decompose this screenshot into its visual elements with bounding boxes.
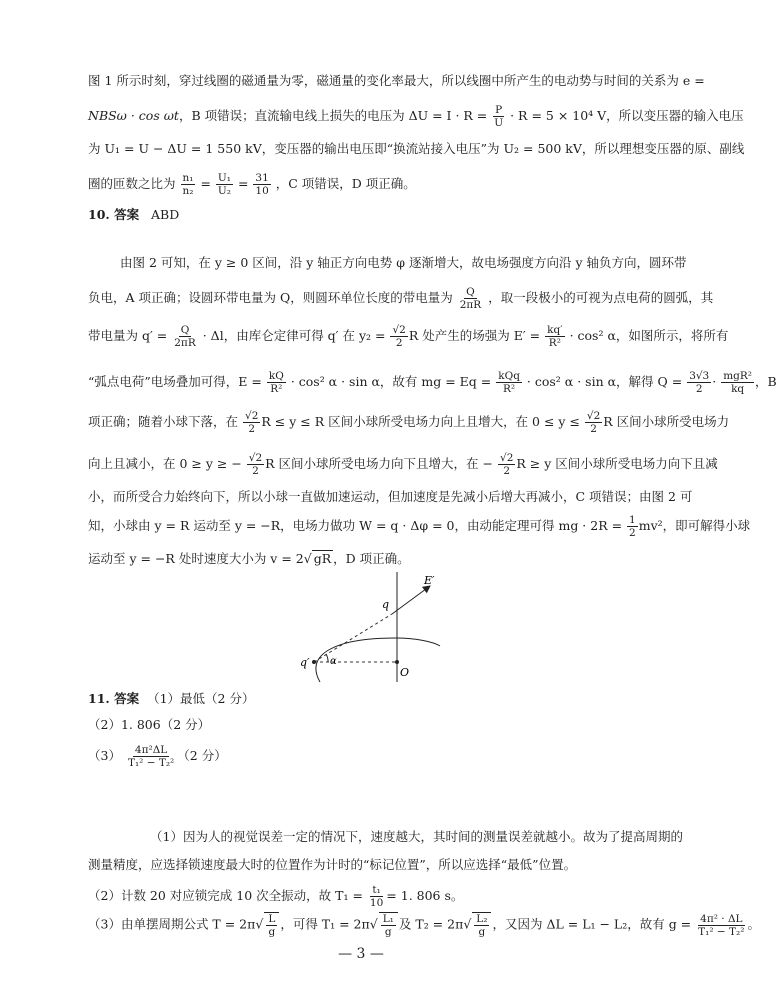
fraction: $\frac{Q}{2\pi R}$ (459, 286, 482, 311)
q10-line-9: 运动至 y = −R 处时速度大小为 v = 2√ gR ，D 项正确。 (88, 551, 410, 566)
q11-line-4: （3）由单摆周期公式 T = 2π√ $\frac{L}{g}$ ，可得 T₁ = 2π√ $\frac{\text{L₁}}{g}$ 及 T₂ = 2π√ $\frac{\text{L₂}}{g}$ ，又因为 ΔL = L₁ − L₂，故有 g = $\frac{\text{4π² · ΔL}}{\text{T₁² − T₂²}}$ 。 (88, 912, 760, 938)
fraction: $\frac{\text{U₁}}{\text{U₂}}$ (217, 172, 231, 197)
label-e-prime: E′ (424, 574, 435, 587)
field-arrow (392, 586, 430, 614)
fraction: $\frac{\text{kQq}}{\text{R²}}$ (498, 370, 520, 395)
fraction: $\frac{L}{g}$ (264, 912, 279, 938)
fraction: $\frac{1}{2}$ (629, 514, 636, 539)
fraction: $\frac{√2}{2}$ (500, 452, 514, 477)
fraction: $\frac{\text{L₂}}{g}$ (472, 912, 491, 938)
fraction: $\frac{\text{t₁}}{10}$ (369, 884, 384, 909)
p9-line-3: 为 U₁ = U − ΔU = 1 550 kV，变压器的输出电压即“换流站接入电压”为 U₂ = 500 kV，所以理想变压器的原、副线 (88, 141, 745, 156)
fraction: $\frac{√2}{2}$ (248, 452, 263, 477)
q11-answer-2: （2）1. 806（2 分） (88, 717, 211, 732)
angle-arc (326, 654, 328, 662)
fraction: $\frac{\text{L₁}}{g}$ (379, 912, 398, 938)
fraction: $\frac{kQ}{\text{R²}}$ (268, 370, 284, 395)
p9-line-1: 图 1 所示时刻，穿过线圈的磁通量为零，磁通量的变化率最大，所以线圈中所产生的电动势与时间的关系为 e = (88, 73, 705, 88)
fraction: $\frac{kq'}{\text{R²}}$ (547, 324, 563, 349)
q11-line-2: 测量精度，应选择锁速度最大时的位置作为计时的“标记位置”，所以应选择“最低”位置。 (88, 857, 577, 872)
point-o (395, 660, 399, 664)
q10-answer-line: 10. 答案 ABD (88, 207, 180, 222)
q11-line-1: （1）因为人的视觉误差一定的情况下，速度越大，其时间的测量误差就越小。故为了提高周期的 (150, 829, 683, 844)
label-q-prime: q′ (300, 656, 310, 669)
q11-answer-line: 11. 答案 （1）最低（2 分） (88, 691, 255, 706)
label-o: O (400, 666, 410, 679)
p9-line-4: 圈的匝数之比为 $\frac{\text{n₁}}{\text{n₂}}$ = $\frac{\text{U₁}}{\text{U₂}}$ = $\frac{31}{10}$ ，C 项错误，D 项正确。 (88, 172, 416, 197)
q11-line-3: （2）计数 20 对应锁完成 10 次全振动，故 T₁ = $\frac{\text{t₁}}{10}$ = 1. 806 s。 (88, 884, 464, 909)
fraction: $\frac{Q}{2\pi R}$ (174, 324, 196, 349)
q10-line-7: 小，而所受合力始终向下，所以小球一直做加速运动，但加速度是先减小后增大再减小，C 项错误；由图 2 可 (88, 489, 693, 504)
fraction: $\frac{31}{10}$ (255, 172, 269, 197)
fraction: $\frac{\text{n₁}}{\text{n₂}}$ (182, 172, 194, 197)
q10-line-6: 向上且减小，在 0 ≥ y ≥ − $\frac{√2}{2}$ R 区间小球所受电场力向下且增大，在 − $\frac{√2}{2}$ R ≥ y 区间小球所受电场力向下且减 (88, 452, 718, 477)
page-number: — 3 — (338, 946, 384, 962)
q10-line-2: 负电，A 项正确；设圆环带电量为 Q，则圆环单位长度的带电量为 $\frac{Q}{2\pi R}$ ，取一段极小的可视为点电荷的圆弧，其 (88, 286, 714, 311)
fraction: $\frac{3√3}{2}$ (689, 370, 710, 395)
label-q: q (382, 598, 390, 611)
fraction: $\frac{√2}{2}$ (392, 324, 406, 349)
fraction: $\frac{\text{mgR²}}{kq}$ (723, 370, 753, 395)
q10-line-4: “弧点电荷”电场叠加可得，E = $\frac{kQ}{\text{R²}}$ · cos² α · sin α，故有 mg = Eq = $\frac{\text{kQq}}{\text{R²}}$ · cos² α · sin α，解得 Q = $\frac{3√3}{2}$ · $\frac{\text{mgR²}}{kq}$ ，B (88, 370, 777, 395)
fraction: $\frac{P}{U}$ (494, 104, 504, 129)
q11-answer-3: （3） $\frac{\text{4π²ΔL}}{\text{T₁² − T₂²}}$ （2 分） (88, 744, 227, 769)
fraction: $\frac{\text{4π²ΔL}}{\text{T₁² − T₂²}}$ (127, 744, 175, 769)
field-diagram (296, 572, 466, 682)
q10-line-8: 知，小球由 y = R 运动至 y = −R，电场力做功 W = q · Δφ = 0，由动能定理可得 mg · 2R = $\frac{1}{2}$ mv²，即可解得小球 (88, 514, 751, 539)
q10-line-3: 带电量为 q′ = $\frac{Q}{2\pi R}$ · Δl，由库仑定律可得 q′ 在 y₂ = $\frac{√2}{2}$ R 处产生的场强为 E′ = $\frac{kq'}{\text{R²}}$ · cos² α，如图所示，将所有 (88, 324, 729, 349)
point-q-prime (312, 660, 316, 664)
q10-line-5: 项正确；随着小球下落，在 $\frac{√2}{2}$ R ≤ y ≤ R 区间小球所受电场力向上且增大，在 0 ≤ y ≤ $\frac{√2}{2}$ R 区间小球所受电场力 (88, 410, 730, 435)
fraction: $\frac{√2}{2}$ (245, 410, 259, 435)
fraction: $\frac{√2}{2}$ (586, 410, 601, 435)
fraction: $\frac{\text{4π² · ΔL}}{\text{T₁² − T₂²}}$ (698, 912, 745, 938)
p9-line-2: NBSω · cos ωt，B 项错误；直流输电线上损失的电压为 ΔU = I · R = $\frac{P}{U}$ · R = 5 × 10⁴ V，所以变压器的输入电压 (88, 104, 744, 129)
label-alpha: α (330, 656, 337, 667)
q10-line-1: 由图 2 可知，在 y ≥ 0 区间，沿 y 轴正方向电势 φ 逐渐增大，故电场强度方向沿 y 轴负方向，圆环带 (120, 255, 687, 270)
